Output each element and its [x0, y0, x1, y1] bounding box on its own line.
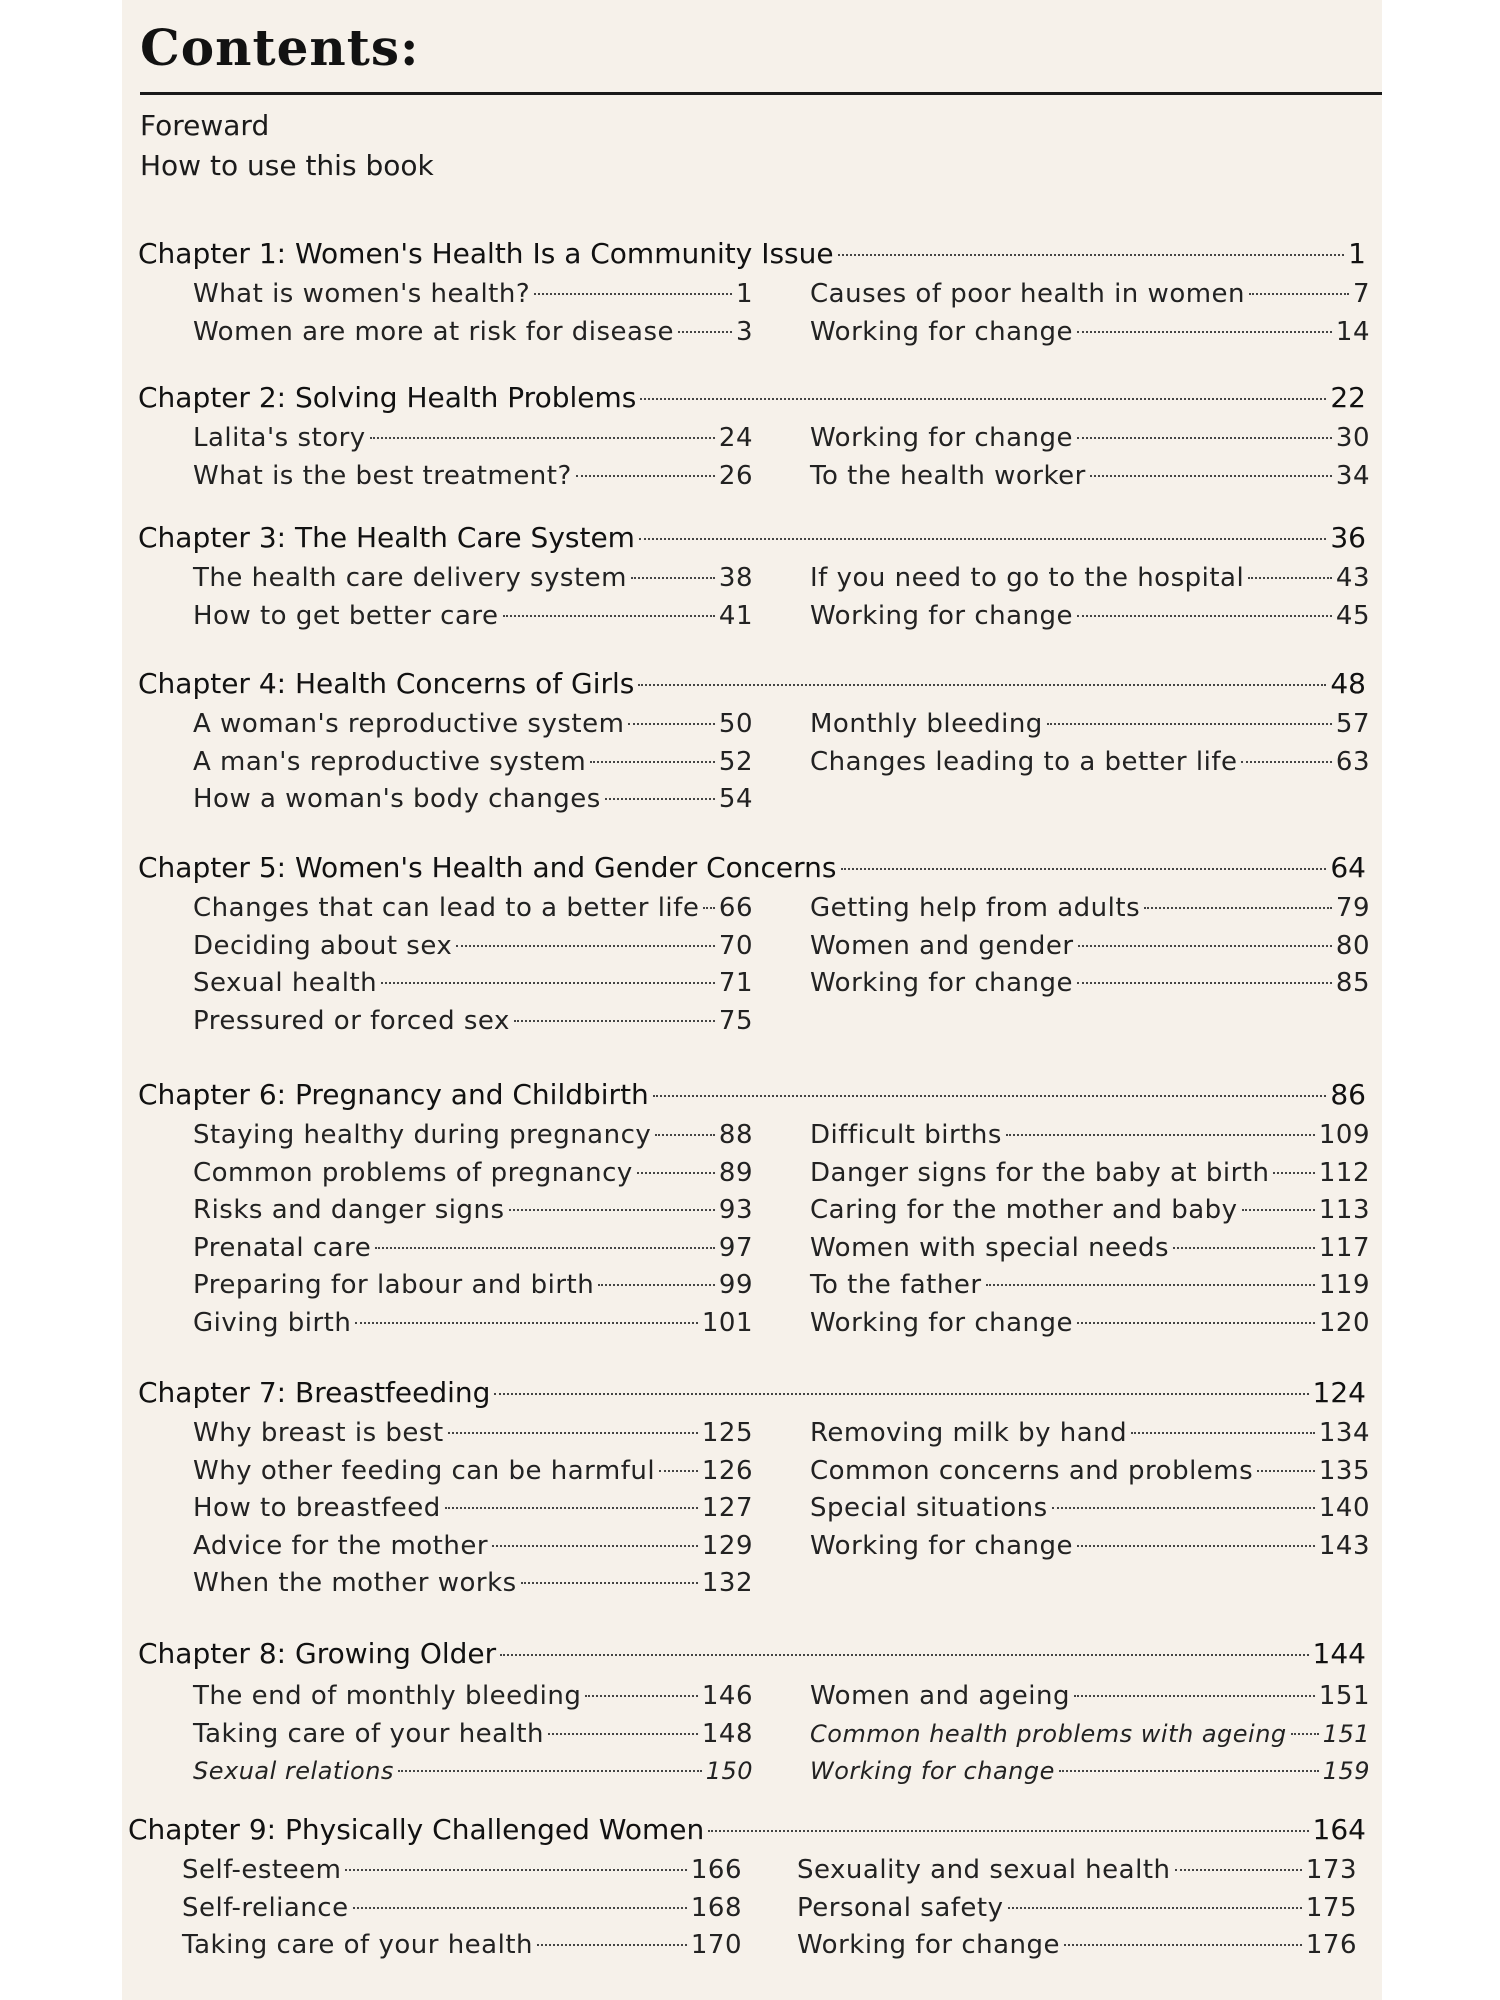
- toc-entry-left: [193, 1680, 753, 1712]
- toc-entry-right-page-number: 134: [1318, 1418, 1370, 1448]
- toc-entry-left-label: Self-esteem: [182, 1855, 342, 1885]
- dot-leader: [986, 1284, 1315, 1286]
- chapter-heading-label: Chapter 5: Women's Health and Gender Concerns: [138, 851, 837, 884]
- toc-entry-left: [193, 1755, 753, 1787]
- dot-leader: [521, 1582, 698, 1584]
- dot-leader: [1059, 1770, 1319, 1772]
- dot-leader: [375, 1247, 715, 1249]
- chapter-heading-page-number: 86: [1330, 1078, 1366, 1111]
- toc-entry-right-page-number: 113: [1318, 1195, 1370, 1226]
- toc-entry-left-page-number: 170: [690, 1930, 742, 1961]
- toc-entry-left-page-number: 38: [718, 563, 753, 593]
- toc-entry-right-page-number: 112: [1318, 1157, 1370, 1188]
- toc-entry-right-page-number: 135: [1318, 1455, 1370, 1486]
- toc-entry-left-page-number: 66: [718, 893, 753, 923]
- toc-entry-right-page-number: 85: [1335, 968, 1370, 999]
- dot-leader: [398, 1770, 702, 1772]
- toc-entry-left-label: Pressured or forced sex: [193, 1005, 510, 1036]
- toc-entry-left: [193, 892, 753, 924]
- dot-leader: [1090, 475, 1332, 477]
- chapter-heading: [128, 1814, 1366, 1846]
- toc-entry-left-label: Giving birth: [193, 1308, 352, 1338]
- chapter-heading: [138, 522, 1366, 554]
- toc-entry-left-label: Why other feeding can be harmful: [193, 1455, 656, 1486]
- toc-entry-left: [193, 1157, 753, 1189]
- toc-entry-right-label: To the health worker: [810, 460, 1086, 491]
- dot-leader: [1074, 1695, 1315, 1697]
- toc-entry-right-page-number: 175: [1305, 1892, 1357, 1923]
- toc-entry-right-page-number: 140: [1318, 1493, 1370, 1524]
- chapter-heading-page-number: 48: [1330, 667, 1366, 700]
- dot-leader: [1077, 1545, 1315, 1547]
- toc-entry-left: [193, 1567, 753, 1599]
- toc-entry-right-page-number: 45: [1335, 600, 1370, 631]
- toc-entry-right: [810, 1530, 1370, 1562]
- toc-entry-left-label: Staying healthy during pregnancy: [193, 1120, 652, 1150]
- toc-entry-right-label: Monthly bleeding: [810, 709, 1043, 739]
- chapter-heading-label: Chapter 2: Solving Health Problems: [138, 381, 637, 414]
- dot-leader: [1064, 1944, 1302, 1946]
- toc-entry-left-page-number: 52: [718, 746, 753, 777]
- toc-entry-right-label: Causes of poor health in women: [810, 279, 1246, 309]
- toc-entry-right-page-number: 109: [1318, 1120, 1370, 1150]
- chapter-heading-page-number: 164: [1312, 1813, 1366, 1846]
- toc-entry-left-label: How to get better care: [193, 600, 499, 631]
- toc-entry-left-page-number: 166: [690, 1855, 742, 1885]
- dot-leader: [1242, 1209, 1315, 1211]
- toc-entry-left-page-number: 93: [718, 1195, 753, 1226]
- toc-entry-left-label: Common problems of pregnancy: [193, 1157, 633, 1188]
- toc-entry-left: [182, 1929, 742, 1961]
- toc-entry-left-label: The health care delivery system: [193, 563, 627, 593]
- toc-entry-right-label: Women and gender: [810, 930, 1074, 961]
- toc-entry-left-label: The end of monthly bleeding: [193, 1681, 582, 1711]
- toc-entry-left-label: A woman's reproductive system: [193, 709, 625, 739]
- dot-leader: [841, 868, 1327, 870]
- toc-entry-left-page-number: 1: [735, 279, 753, 309]
- toc-entry-right-label: Changes leading to a better life: [810, 746, 1238, 777]
- toc-entry-right-page-number: 159: [1322, 1757, 1370, 1786]
- dot-leader: [1077, 615, 1332, 617]
- dot-leader: [503, 615, 715, 617]
- dot-leader: [640, 398, 1326, 400]
- dot-leader: [1078, 945, 1332, 947]
- toc-entry-left: [193, 967, 753, 999]
- dot-leader: [548, 1733, 698, 1735]
- toc-entry-right: [810, 1157, 1370, 1189]
- toc-entry-left-page-number: 75: [718, 1005, 753, 1036]
- toc-entry-right-page-number: 120: [1318, 1308, 1370, 1338]
- toc-entry-right-label: Women and ageing: [810, 1681, 1070, 1711]
- toc-entry-left-page-number: 132: [701, 1568, 753, 1599]
- toc-entry-right: [810, 1269, 1370, 1301]
- toc-entry-right-label: Common concerns and problems: [810, 1455, 1254, 1486]
- toc-entry-left-label: Taking care of your health: [193, 1718, 544, 1749]
- dot-leader: [655, 1134, 715, 1136]
- toc-entry-left-page-number: 129: [701, 1530, 753, 1561]
- dot-leader: [703, 907, 715, 909]
- toc-entry-right: [810, 1119, 1370, 1151]
- dot-leader: [605, 798, 715, 800]
- dot-leader: [1077, 331, 1332, 333]
- toc-entry-left-page-number: 97: [718, 1232, 753, 1263]
- dot-leader: [509, 1209, 715, 1211]
- toc-entry-left-page-number: 127: [701, 1493, 753, 1524]
- toc-entry-right-label: Common health problems with ageing: [810, 1719, 1287, 1748]
- toc-entry-left: [193, 1455, 753, 1487]
- chapter-heading-page-number: 1: [1348, 237, 1366, 270]
- title-rule: [140, 92, 1382, 95]
- toc-entry-left-label: Deciding about sex: [193, 930, 453, 961]
- dot-leader: [1077, 1322, 1315, 1324]
- toc-entry-left: [193, 1492, 753, 1524]
- toc-entry-right-label: Caring for the mother and baby: [810, 1195, 1238, 1226]
- toc-entry-left-label: How a woman's body changes: [193, 784, 601, 815]
- toc-entry-left-label: Lalita's story: [193, 423, 366, 453]
- toc-entry-right: [810, 1232, 1370, 1264]
- chapter-heading: [138, 1377, 1366, 1409]
- toc-entry-left-page-number: 88: [718, 1120, 753, 1150]
- toc-entry-left: [193, 278, 753, 310]
- toc-entry-left-label: What is the best treatment?: [193, 460, 572, 491]
- dot-leader: [576, 475, 715, 477]
- toc-entry-left: [193, 1530, 753, 1562]
- chapter-heading: [138, 852, 1366, 884]
- dot-leader: [1052, 1507, 1315, 1509]
- dot-leader: [1249, 293, 1349, 295]
- dot-leader: [590, 761, 715, 763]
- toc-entry-right: [810, 316, 1370, 348]
- toc-entry-right-page-number: 151: [1318, 1681, 1370, 1711]
- toc-entry-left-page-number: 101: [701, 1308, 753, 1338]
- toc-entry-left-label: Self-reliance: [182, 1892, 349, 1923]
- toc-entry-left: [193, 746, 753, 778]
- toc-entry-left-label: Women are more at risk for disease: [193, 316, 675, 347]
- chapter-heading-label: Chapter 9: Physically Challenged Women: [128, 1813, 705, 1846]
- toc-entry-left: [193, 422, 753, 454]
- toc-entry-left-page-number: 54: [718, 784, 753, 815]
- dot-leader: [659, 1470, 698, 1472]
- toc-entry-left: [193, 1307, 753, 1339]
- dot-leader: [678, 331, 732, 333]
- dot-leader: [1131, 1432, 1315, 1434]
- toc-entry-right: [810, 1194, 1370, 1226]
- dot-leader: [1047, 723, 1332, 725]
- toc-entry-left-label: Sexual health: [193, 968, 378, 999]
- dot-leader: [1257, 1470, 1315, 1472]
- dot-leader: [492, 1545, 698, 1547]
- toc-entry-right: [810, 708, 1370, 740]
- toc-entry-left-label: Sexual relations: [193, 1757, 394, 1786]
- toc-entry-right-label: Difficult births: [810, 1120, 1002, 1150]
- toc-entry-left: [193, 1194, 753, 1226]
- toc-entry-right-label: Removing milk by hand: [810, 1418, 1128, 1448]
- toc-entry-left: [182, 1892, 742, 1924]
- page-title: Contents:: [140, 18, 420, 77]
- toc-entry-left: [193, 1119, 753, 1151]
- dot-leader: [381, 982, 715, 984]
- dot-leader: [1291, 1733, 1319, 1735]
- toc-entry-right-page-number: 14: [1335, 316, 1370, 347]
- toc-entry-left: [193, 1269, 753, 1301]
- chapter-heading-label: Chapter 8: Growing Older: [138, 1637, 497, 1670]
- toc-entry-right: [810, 422, 1370, 454]
- toc-entry-right: [810, 930, 1370, 962]
- toc-entry-left-page-number: 70: [718, 930, 753, 961]
- toc-entry-left: [193, 1417, 753, 1449]
- toc-entry-left-page-number: 24: [718, 423, 753, 453]
- dot-leader: [1175, 1869, 1302, 1871]
- dot-leader: [1248, 577, 1332, 579]
- toc-entry-right-label: Women with special needs: [810, 1232, 1170, 1263]
- toc-entry-left-page-number: 99: [718, 1270, 753, 1301]
- toc-entry-right: [810, 600, 1370, 632]
- toc-entry-right: [797, 1854, 1357, 1886]
- toc-entry-right: [810, 892, 1370, 924]
- toc-entry-left-page-number: 26: [718, 460, 753, 491]
- dot-leader: [370, 437, 715, 439]
- toc-entry-left-label: Risks and danger signs: [193, 1195, 505, 1226]
- toc-entry-right: [810, 1755, 1370, 1787]
- toc-entry-left: [193, 1005, 753, 1037]
- toc-entry-right-page-number: 57: [1335, 709, 1370, 739]
- chapter-heading-label: Chapter 6: Pregnancy and Childbirth: [138, 1078, 649, 1111]
- toc-entry-left-label: Taking care of your health: [182, 1930, 533, 1961]
- dot-leader: [585, 1695, 697, 1697]
- chapter-heading-label: Chapter 3: The Health Care System: [138, 521, 635, 554]
- dot-leader: [1077, 437, 1332, 439]
- chapter-heading: [138, 1079, 1366, 1111]
- toc-entry-right-page-number: 30: [1335, 423, 1370, 453]
- chapter-heading-label: Chapter 4: Health Concerns of Girls: [138, 667, 635, 700]
- toc-entry-left-page-number: 50: [718, 709, 753, 739]
- dot-leader: [537, 1944, 687, 1946]
- toc-entry-left-page-number: 150: [705, 1757, 753, 1786]
- dot-leader: [708, 1830, 1308, 1832]
- toc-entry-left-page-number: 71: [718, 968, 753, 999]
- toc-entry-right: [810, 1492, 1370, 1524]
- toc-entry-right: [810, 1455, 1370, 1487]
- dot-leader: [353, 1907, 687, 1909]
- toc-entry-right-label: Working for change: [810, 1308, 1074, 1338]
- dot-leader: [1273, 1172, 1314, 1174]
- chapter-heading-page-number: 36: [1330, 521, 1366, 554]
- toc-entry-left: [193, 783, 753, 815]
- dot-leader: [494, 1393, 1308, 1395]
- toc-entry-right: [810, 460, 1370, 492]
- toc-entry-left-label: What is women's health?: [193, 279, 531, 309]
- chapter-heading-page-number: 144: [1312, 1637, 1366, 1670]
- toc-entry-right: [810, 746, 1370, 778]
- toc-entry-left-label: How to breastfeed: [193, 1493, 441, 1524]
- dot-leader: [448, 1432, 698, 1434]
- toc-entry-left-page-number: 89: [718, 1157, 753, 1188]
- toc-entry-right-label: Working for change: [797, 1930, 1061, 1961]
- toc-entry-right-page-number: 80: [1335, 930, 1370, 961]
- toc-entry-left-label: Why breast is best: [193, 1418, 444, 1448]
- toc-intro-item: How to use this book: [140, 149, 434, 182]
- toc-entry-right-label: To the father: [810, 1270, 982, 1301]
- toc-entry-right-page-number: 34: [1335, 460, 1370, 491]
- dot-leader: [639, 538, 1326, 540]
- toc-entry-left-page-number: 146: [701, 1681, 753, 1711]
- dot-leader: [534, 293, 732, 295]
- chapter-heading: [138, 1638, 1366, 1670]
- toc-entry-right-page-number: 117: [1318, 1232, 1370, 1263]
- dot-leader: [355, 1322, 698, 1324]
- toc-entry-right-label: If you need to go to the hospital: [810, 563, 1245, 593]
- toc-entry-left-label: Changes that can lead to a better life: [193, 893, 700, 923]
- toc-entry-left: [193, 708, 753, 740]
- toc-entry-right-label: Sexuality and sexual health: [797, 1855, 1171, 1885]
- chapter-heading-page-number: 124: [1312, 1376, 1366, 1409]
- dot-leader: [445, 1507, 698, 1509]
- dot-leader: [653, 1095, 1327, 1097]
- toc-entry-right-label: Danger signs for the baby at birth: [810, 1157, 1270, 1188]
- chapter-heading-page-number: 64: [1330, 851, 1366, 884]
- toc-entry-left-page-number: 168: [690, 1892, 742, 1923]
- dot-leader: [631, 577, 715, 579]
- dot-leader: [456, 945, 715, 947]
- toc-entry-left: [193, 1232, 753, 1264]
- toc-entry-right-page-number: 119: [1318, 1270, 1370, 1301]
- dot-leader: [628, 723, 715, 725]
- toc-entry-left-page-number: 148: [701, 1718, 753, 1749]
- dot-leader: [345, 1869, 686, 1871]
- toc-entry-left-page-number: 125: [701, 1418, 753, 1448]
- toc-entry-left: [193, 930, 753, 962]
- toc-entry-left-label: A man's reproductive system: [193, 746, 587, 777]
- toc-entry-right-page-number: 43: [1335, 563, 1370, 593]
- toc-entry-right-label: Working for change: [810, 316, 1074, 347]
- dot-leader: [500, 1654, 1308, 1656]
- toc-entry-right: [810, 562, 1370, 594]
- toc-entry-right-page-number: 7: [1352, 279, 1370, 309]
- toc-entry-right-label: Getting help from adults: [810, 893, 1141, 923]
- toc-entry-right-page-number: 151: [1322, 1719, 1370, 1748]
- toc-entry-right-page-number: 173: [1305, 1855, 1357, 1885]
- dot-leader: [1077, 982, 1332, 984]
- toc-entry-right: [810, 1680, 1370, 1712]
- toc-entry-right-label: Working for change: [810, 968, 1074, 999]
- toc-entry-right-label: Special situations: [810, 1493, 1048, 1524]
- toc-entry-left: [182, 1854, 742, 1886]
- toc-entry-left: [193, 316, 753, 348]
- toc-entry-right-label: Working for change: [810, 1530, 1074, 1561]
- toc-entry-left: [193, 460, 753, 492]
- toc-entry-right-label: Personal safety: [797, 1892, 1004, 1923]
- toc-entry-right: [797, 1892, 1357, 1924]
- toc-entry-left: [193, 562, 753, 594]
- dot-leader: [838, 254, 1345, 256]
- toc-entry-left-label: When the mother works: [193, 1568, 517, 1599]
- toc-entry-right-page-number: 79: [1335, 893, 1370, 923]
- chapter-heading: [138, 668, 1366, 700]
- toc-entry-right-page-number: 176: [1305, 1930, 1357, 1961]
- dot-leader: [1008, 1907, 1302, 1909]
- toc-entry-right: [810, 1417, 1370, 1449]
- toc-entry-right: [797, 1929, 1357, 1961]
- chapter-heading-label: Chapter 7: Breastfeeding: [138, 1376, 491, 1409]
- toc-entry-left-label: Advice for the mother: [193, 1530, 489, 1561]
- toc-entry-right-page-number: 63: [1335, 746, 1370, 777]
- chapter-heading: [138, 382, 1366, 414]
- toc-entry-right-label: Working for change: [810, 1757, 1055, 1786]
- toc-entry-right: [810, 967, 1370, 999]
- toc-entry-left-page-number: 126: [701, 1455, 753, 1486]
- dot-leader: [598, 1284, 715, 1286]
- toc-entry-right: [810, 1307, 1370, 1339]
- dot-leader: [1006, 1134, 1315, 1136]
- toc-entry-right-label: Working for change: [810, 600, 1074, 631]
- toc-entry-right: [810, 1718, 1370, 1750]
- toc-entry-right: [810, 278, 1370, 310]
- toc-entry-left-label: Prenatal care: [193, 1232, 372, 1263]
- chapter-heading: [138, 238, 1366, 270]
- dot-leader: [638, 684, 1326, 686]
- toc-entry-right-label: Working for change: [810, 423, 1074, 453]
- toc-entry-left: [193, 1718, 753, 1750]
- dot-leader: [637, 1172, 715, 1174]
- dot-leader: [1173, 1247, 1315, 1249]
- dot-leader: [1144, 907, 1332, 909]
- toc-intro-item: Foreward: [140, 109, 270, 142]
- chapter-heading-label: Chapter 1: Women's Health Is a Community Issue: [138, 237, 834, 270]
- toc-entry-left-page-number: 41: [718, 600, 753, 631]
- toc-entry-left-label: Preparing for labour and birth: [193, 1270, 595, 1301]
- toc-entry-left: [193, 600, 753, 632]
- toc-entry-left-page-number: 3: [735, 316, 753, 347]
- toc-entry-right-page-number: 143: [1318, 1530, 1370, 1561]
- chapter-heading-page-number: 22: [1330, 381, 1366, 414]
- dot-leader: [514, 1020, 715, 1022]
- dot-leader: [1241, 761, 1331, 763]
